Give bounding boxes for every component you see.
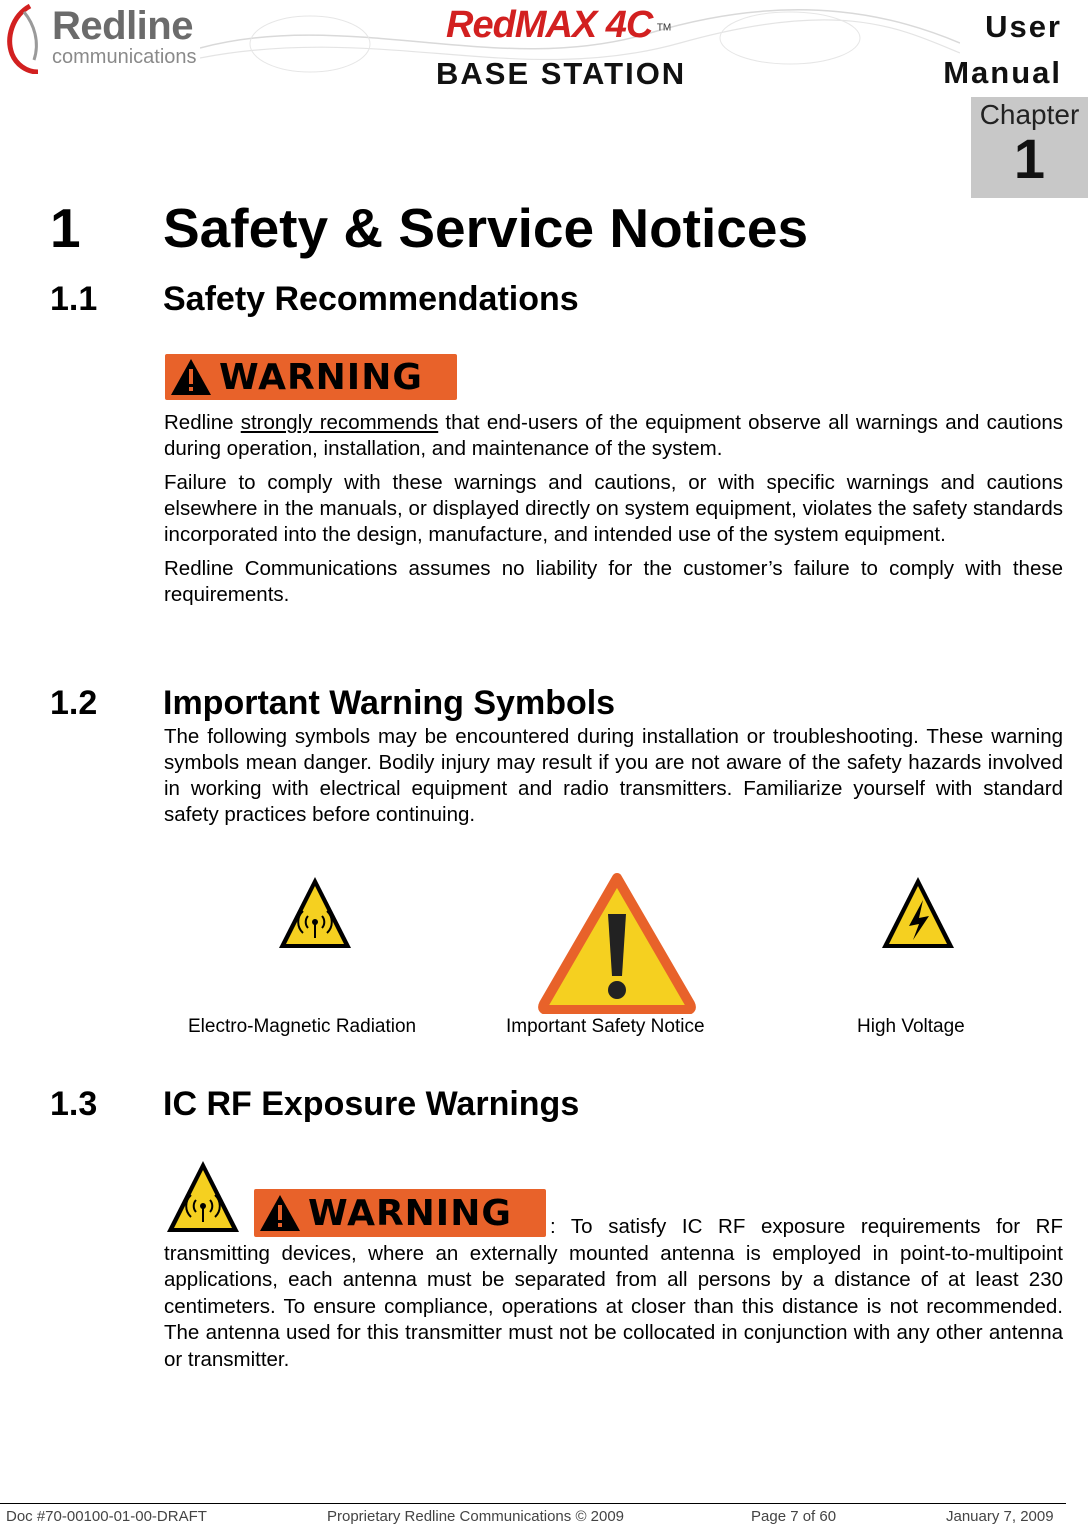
redline-sub-text: communications: [52, 46, 197, 68]
section-1-3-body-text: : To satisfy IC RF exposure requirements for RF transmitting devices, where an externally mounted antenna is employed in point-to-multipoint applications, each antenna must be separated from all persons by a distance of at least 230 centimeters. To ensure compliance, operations at closer than this distance is not recommended. The antenna used for this transmitter must not be collocated in conjunction with any other antenna or transmitter.: [164, 1215, 1063, 1371]
section-1-2-title: Important Warning Symbols: [163, 684, 616, 722]
chapter-tab: [971, 97, 1088, 198]
section-1-3-body: [164, 1214, 1063, 1373]
exclamation-warning-icon: [538, 872, 696, 1014]
redline-logo: [4, 2, 214, 74]
chapter-tab-number: 1: [1013, 127, 1046, 190]
footer-doc-number: Doc #70-00100-01-00-DRAFT: [6, 1508, 207, 1525]
warning-triangle-icon: [169, 357, 213, 397]
redmax-tm-text: TM: [656, 22, 672, 34]
symbol-caption-safety-notice: Important Safety Notice: [506, 1016, 705, 1037]
section-1-2-body: The following symbols may be encountered during installation or troubleshooting. These warning symbols mean danger. Bodily injury may result if you are not aware of the safety hazards involved in working with electrical equipment and radio transmitters. Familiarize yourself with standard safety practices before continuing.: [164, 725, 1063, 826]
section-1-1-paragraph-1: [164, 410, 1063, 462]
redmax-brand-text: RedMAX 4C: [446, 4, 653, 46]
radiation-warning-icon: [276, 874, 354, 952]
section-1-1-number: 1.1: [50, 280, 98, 318]
chapter-heading: [50, 196, 808, 260]
redline-swoosh-icon: [4, 2, 50, 74]
strongly-recommends-text: strongly recommends: [240, 411, 439, 434]
section-1-2-number: 1.2: [50, 684, 98, 722]
rf-inline-spacer: [164, 1214, 550, 1240]
footer-page-number: Page 7 of 60: [751, 1508, 837, 1525]
section-1-1-heading: [50, 280, 579, 319]
section-1-2-heading: [50, 684, 615, 723]
p1-pre-text: Redline: [164, 411, 241, 434]
section-1-1-paragraph-2: Failure to comply with these warnings and cautions, or with specific warnings and cautions elsewhere in the manuals, or displayed directly on system equipment, violates the safety standards incorporated into the design, manufacture, and intended use of the system equipment.: [164, 471, 1063, 546]
user-manual-title: [943, 4, 1062, 96]
footer-date: January 7, 2009: [946, 1508, 1054, 1525]
section-1-1-body: [164, 410, 1063, 616]
warning-badge-text: WARNING: [219, 356, 423, 398]
p1-post-text: that end-users of the equipment observe all warnings and cautions during operation, installation, and maintenance of the system.: [164, 411, 1063, 460]
footer-divider: [0, 1503, 1066, 1504]
footer-copyright: Proprietary Redline Communications © 2009: [327, 1508, 625, 1525]
section-1-1-paragraph-3: Redline Communications assumes no liability for the customer’s failure to comply with these requirements.: [164, 557, 1063, 606]
base-station-title: BASE STATION: [436, 56, 687, 91]
section-1-3-title: IC RF Exposure Warnings: [163, 1085, 580, 1123]
redmax-logo: [446, 4, 716, 50]
chapter-heading-number: 1: [50, 197, 81, 259]
warning-badge: [165, 354, 457, 400]
section-1-1-title: Safety Recommendations: [163, 280, 579, 318]
section-1-3-number: 1.3: [50, 1085, 98, 1123]
section-1-3-heading: [50, 1085, 579, 1124]
chapter-heading-title: Safety & Service Notices: [163, 197, 809, 259]
user-manual-line1: User: [985, 9, 1062, 44]
rf-warning-badge-text: WARNING: [308, 1192, 512, 1234]
symbol-caption-high-voltage: High Voltage: [857, 1016, 965, 1037]
high-voltage-icon: [879, 874, 957, 952]
user-manual-line2: Manual: [943, 55, 1062, 90]
chapter-tab-label: Chapter: [979, 99, 1080, 130]
redline-brand-text: Redline: [52, 4, 193, 48]
symbol-caption-radiation: Electro-Magnetic Radiation: [188, 1016, 417, 1037]
